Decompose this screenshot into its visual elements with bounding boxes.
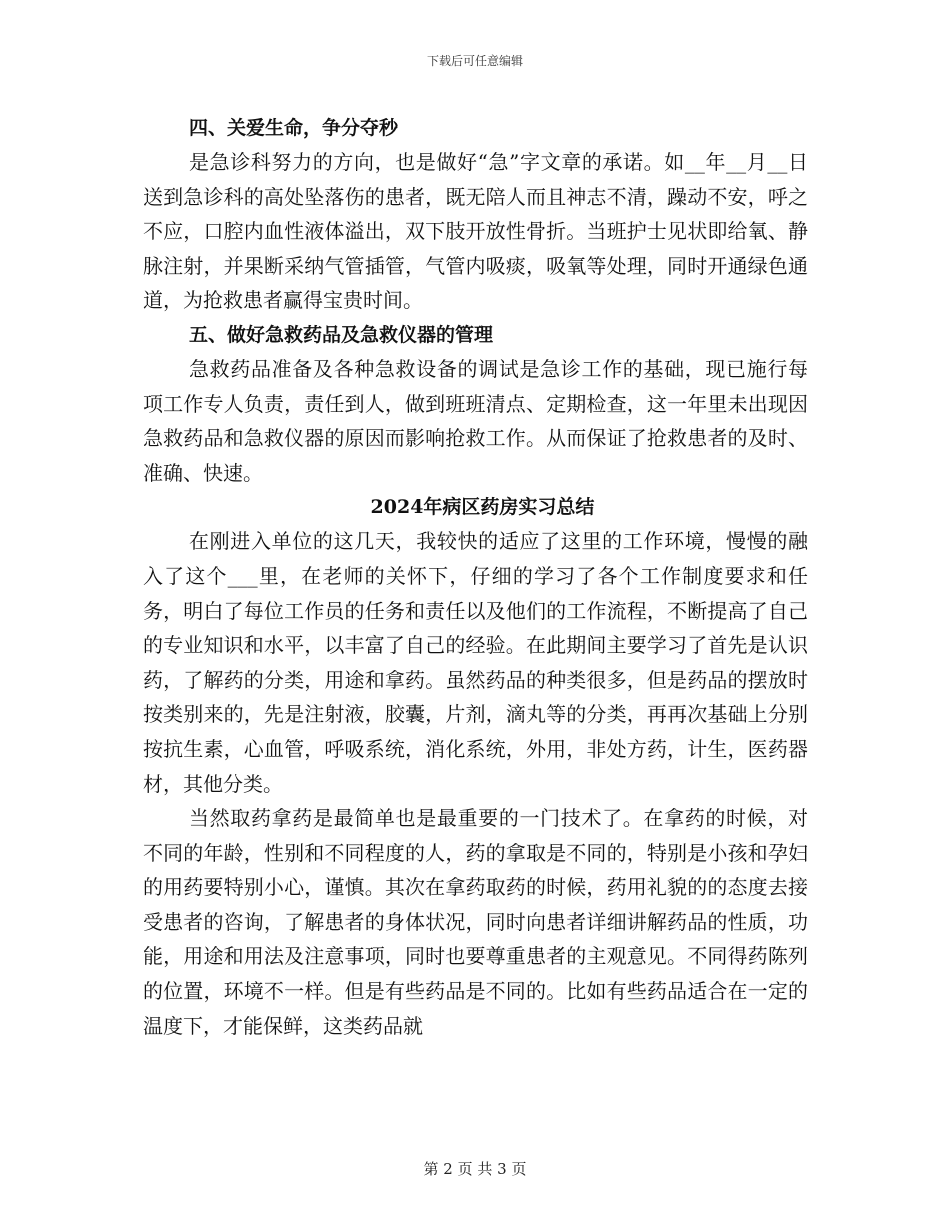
article: [143, 490, 808, 1043]
article-paragraph: 当然取药拿药是最简单也是最重要的一门技术了。在拿药的时候，对不同的年龄，性别和不同程度的人，药的拿取是不同的，特别是小孩和孕妇的用药要特别小心，谨慎。其次在拿药取药的时候，药用礼貌的的态度去接受患者的咨询，了解患者的身体状况，同时向患者详细讲解药品的性质，功能，用途和用法及注意事项，同时也要尊重患者的主观意见。不同得药陈列的位置，环境不一样。但是有些药品是不同的。比如有些药品适合在一定的温度下，才能保鲜，这类药品就: [143, 806, 808, 1038]
article-paragraph: 在刚进入单位的这几天，我较快的适应了这里的工作环境，慢慢的融入了这个___里，在老师的关怀下，仔细的学习了各个工作制度要求和任务，明白了每位工作员的任务和责任以及他们的工作流程，不断提高了自己的专业知识和水平，以丰富了自己的经验。在此期间主要学习了首先是认识药，了解药的分类，用途和拿药。虽然药品的种类很多，但是药品的摆放时按类别来的，先是注射液，胶囊，片剂，滴丸等的分类，再再次基础上分别按抗生素，心血管，呼吸系统，消化系统，外用，非处方药，计生，医药器材，其他分类。: [143, 529, 808, 796]
section-heading: 四、关爱生命，争分夺秒: [189, 117, 399, 139]
section-paragraph: 是急诊科努力的方向，也是做好“急”字文章的承诺。如__年__月__日送到急诊科的高处坠落伤的患者，既无陪人而且神志不清，躁动不安，呼之不应，口腔内血性液体溢出，双下肢开放性骨折。当班护士见状即给氧、静脉注射，并果断采纳气管插管，气管内吸痰，吸氧等处理，同时开通绿色通道，为抢救患者赢得宝贵时间。: [143, 150, 808, 313]
section-5: [143, 318, 808, 490]
section-paragraph: 急救药品准备及各种急救设备的调试是急诊工作的基础，现已施行每项工作专人负责，责任到人，做到班班清点、定期检查，这一年里未出现因急救药品和急救仪器的原因而影响抢救工作。从而保证了抢救患者的及时、准确、快速。: [143, 356, 808, 485]
page-header-note: 下载后可任意编辑: [426, 54, 523, 68]
article-title: 2024年病区药房实习总结: [370, 496, 595, 519]
document-body: [143, 111, 808, 1043]
section-4: [143, 111, 808, 318]
page-number: 第 2 页 共 3 页: [423, 1160, 527, 1178]
section-heading: 五、做好急救药品及急救仪器的管理: [189, 323, 494, 346]
